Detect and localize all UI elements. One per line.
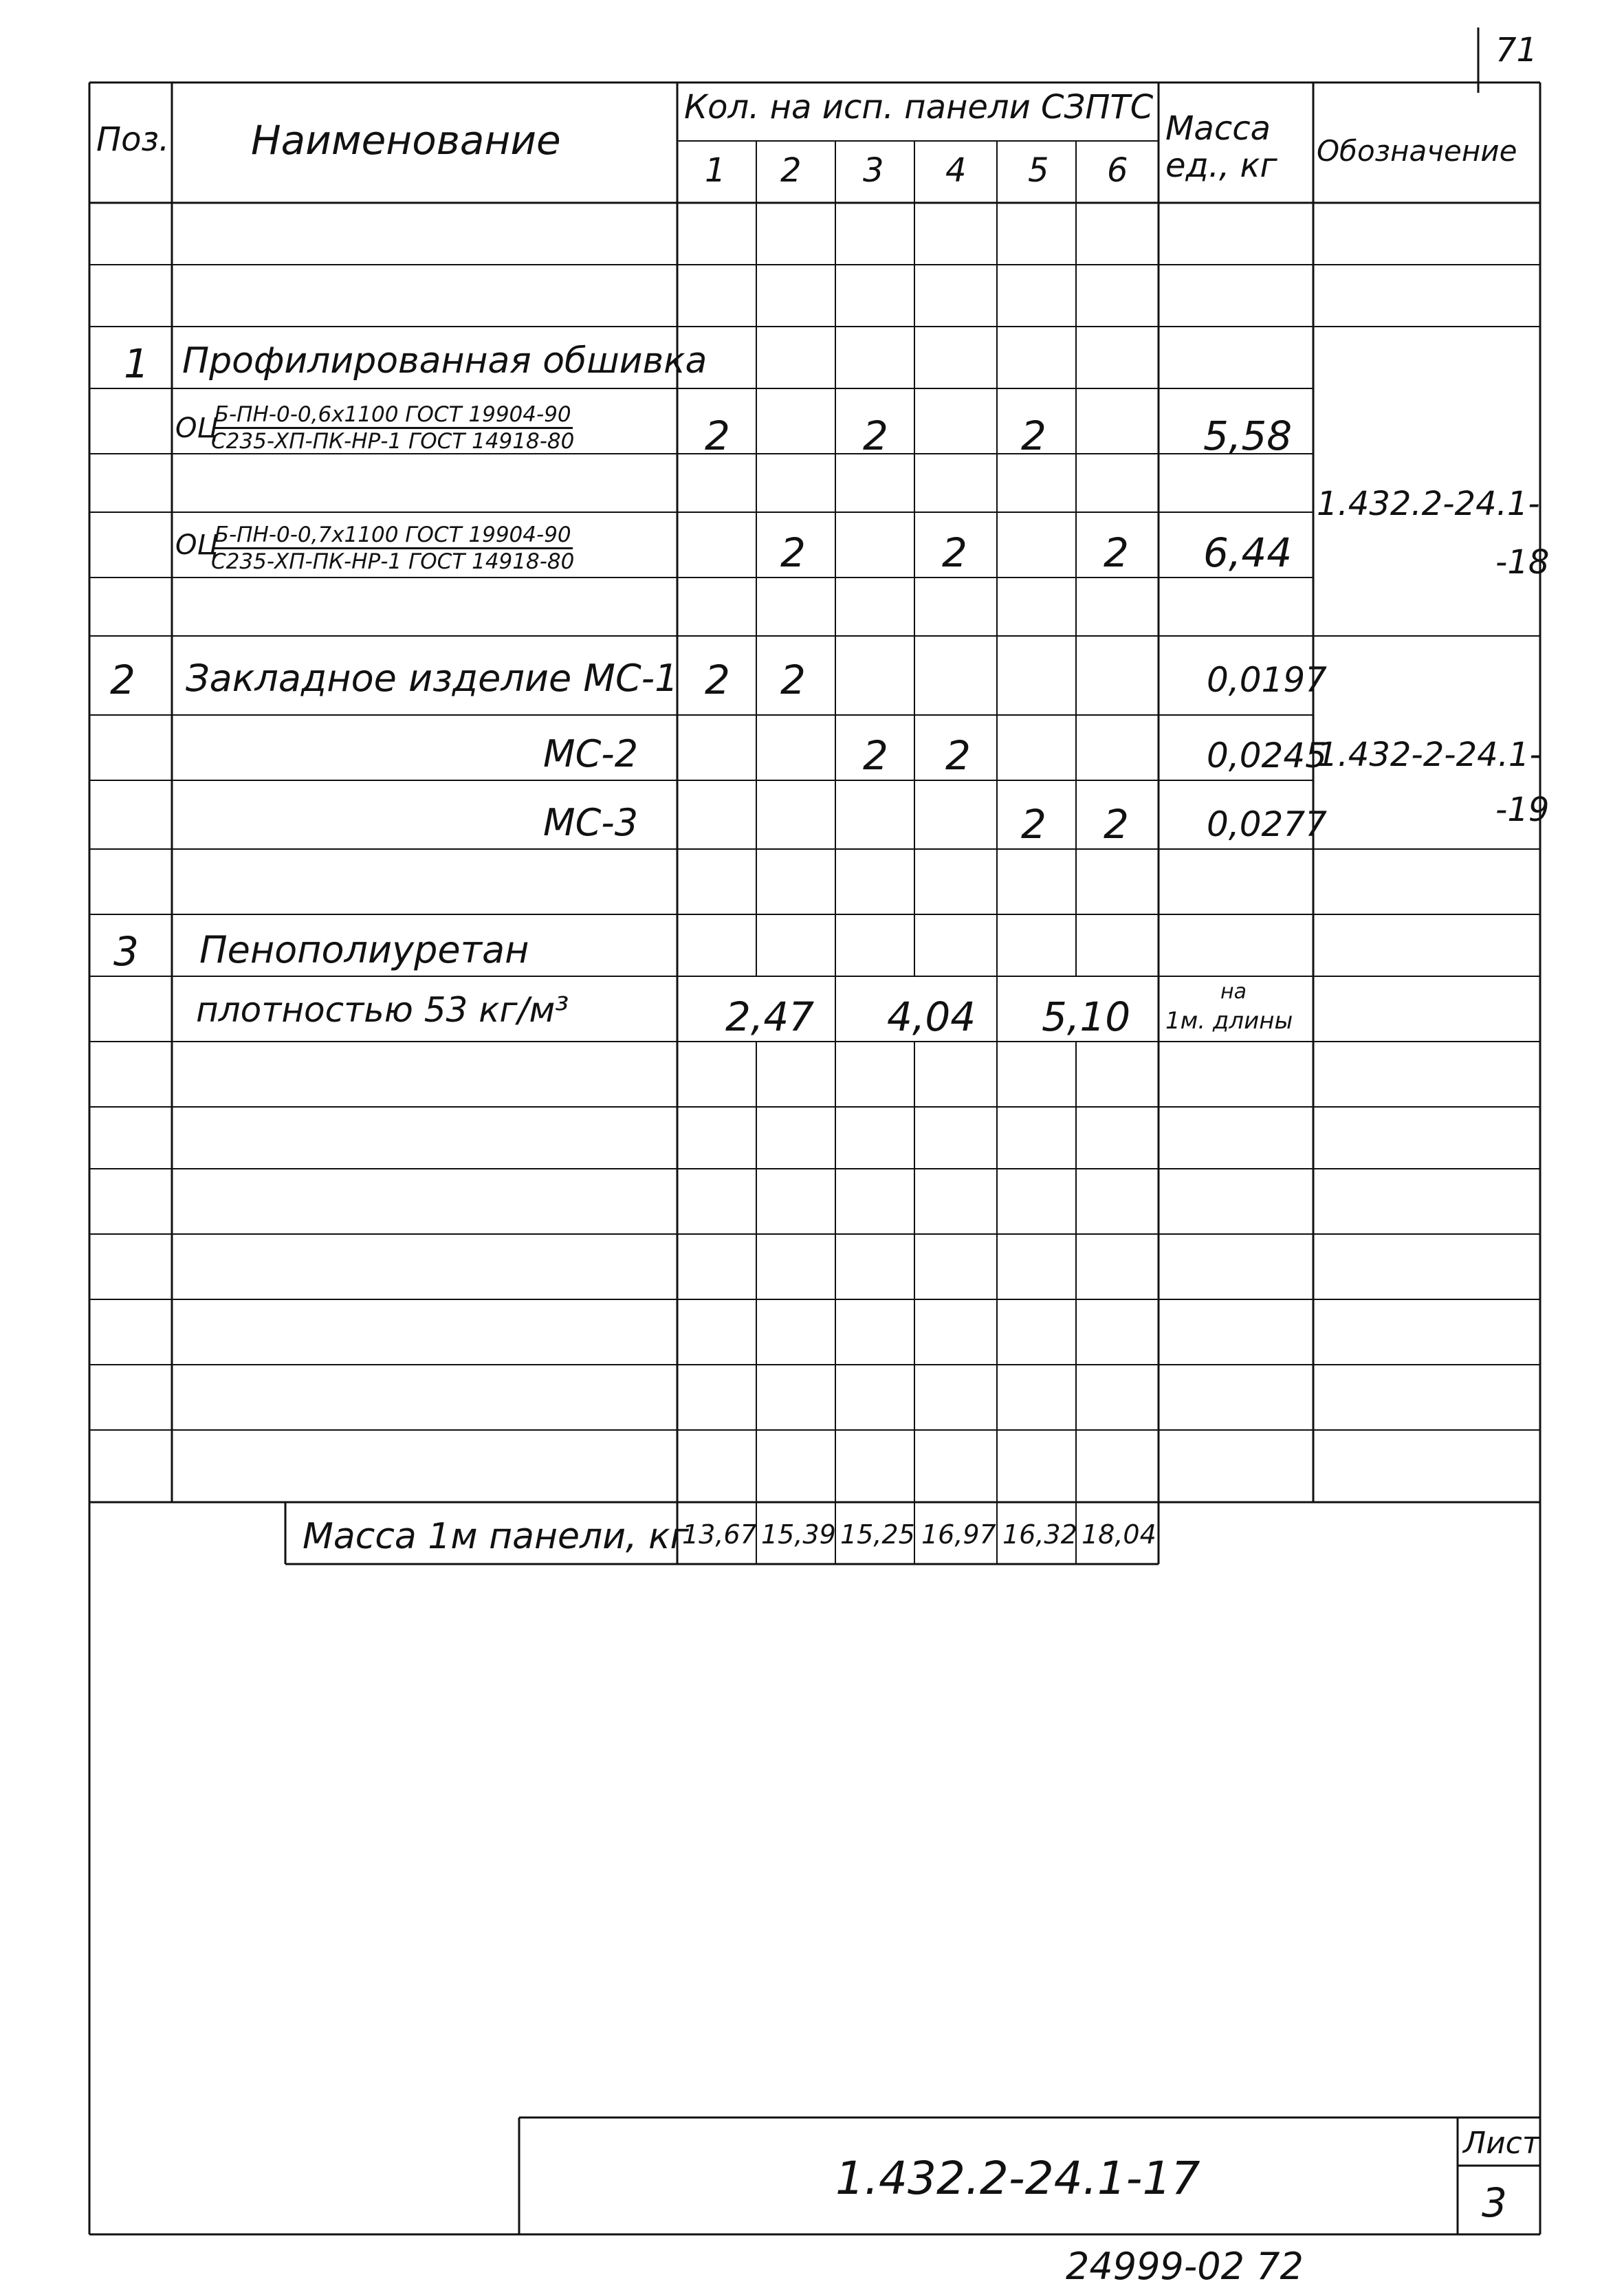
row1b-fraction bbox=[210, 522, 575, 574]
header-qty-group: Кол. на исп. панели СЗПТС bbox=[684, 88, 1154, 126]
row1a-numerator: Б-ПН-0-0,6х1100 ГОСТ 19904-90 bbox=[213, 402, 573, 429]
archive-stamp-code: 24999-02 72 bbox=[1066, 2245, 1304, 2288]
row1a-fraction bbox=[210, 402, 575, 454]
row3-qty-1-2: 2,47 bbox=[725, 993, 815, 1040]
header-qty-col-4: 4 bbox=[945, 151, 967, 190]
sheet-label: Лист bbox=[1463, 2126, 1540, 2161]
row2c-name: МС-3 bbox=[543, 801, 639, 844]
row3-qty-5-6: 5,10 bbox=[1042, 993, 1131, 1040]
row1b-qty-2: 2 bbox=[780, 529, 806, 576]
header-qty-col-6: 6 bbox=[1107, 151, 1128, 190]
row3-pos: 3 bbox=[113, 928, 139, 975]
sheet-number: 3 bbox=[1482, 2179, 1507, 2226]
header-pos: Поз. bbox=[96, 120, 170, 159]
row3-name: Пенополиуретан bbox=[199, 928, 529, 971]
row1-pos: 1 bbox=[124, 340, 149, 387]
row2c-mass: 0,0277 bbox=[1207, 804, 1327, 844]
row1a-prefix: ОЦ bbox=[175, 412, 219, 444]
row2-designation-line1: 1.432-2-24.1- bbox=[1317, 736, 1541, 774]
row2b-qty-3: 2 bbox=[863, 732, 888, 779]
doc-designation: 1.432.2-24.1-17 bbox=[835, 2152, 1200, 2205]
total-value-3: 15,25 bbox=[840, 1519, 915, 1550]
row1b-mass: 6,44 bbox=[1203, 529, 1293, 576]
row1b-prefix: ОЦ bbox=[175, 529, 219, 561]
row2a-name: Закладное изделие МС-1 bbox=[186, 657, 679, 700]
row3-qty-3-4: 4,04 bbox=[887, 993, 976, 1040]
row2-designation-line2: -19 bbox=[1495, 791, 1550, 829]
total-value-4: 16,97 bbox=[921, 1519, 996, 1550]
row1a-denominator: С235-ХП-ПК-НР-1 ГОСТ 14918-80 bbox=[211, 429, 575, 454]
row3-mass-top: на bbox=[1220, 980, 1247, 1004]
header-qty-col-2: 2 bbox=[780, 151, 802, 190]
row1a-qty-1: 2 bbox=[705, 412, 730, 459]
row2a-mass: 0,0197 bbox=[1207, 660, 1327, 700]
row2b-qty-4: 2 bbox=[945, 732, 971, 779]
row1b-denominator: С235-ХП-ПК-НР-1 ГОСТ 14918-80 bbox=[211, 549, 575, 574]
total-value-2: 15,39 bbox=[761, 1519, 836, 1550]
row1a-qty-3: 2 bbox=[863, 412, 888, 459]
row2a-qty-1: 2 bbox=[705, 657, 730, 703]
header-mass: Масса ед., кг bbox=[1165, 109, 1277, 185]
row3-name-line2: плотностью 53 кг/м³ bbox=[196, 990, 569, 1030]
total-value-6: 18,04 bbox=[1082, 1519, 1156, 1550]
row1b-numerator: Б-ПН-0-0,7х1100 ГОСТ 19904-90 bbox=[213, 522, 573, 549]
header-designation: Обозначение bbox=[1317, 134, 1517, 168]
row1b-qty-6: 2 bbox=[1104, 529, 1129, 576]
row1-designation-line2: -18 bbox=[1495, 543, 1550, 582]
header-qty-col-1: 1 bbox=[705, 151, 726, 190]
row1-name: Профилированная обшивка bbox=[182, 340, 707, 382]
row2b-mass: 0,0245 bbox=[1207, 736, 1327, 776]
header-qty-col-3: 3 bbox=[863, 151, 884, 190]
row2a-qty-2: 2 bbox=[780, 657, 806, 703]
total-value-1: 13,67 bbox=[682, 1519, 757, 1550]
row2b-name: МС-2 bbox=[543, 732, 639, 776]
header-qty-col-5: 5 bbox=[1028, 151, 1049, 190]
row1-designation-line1: 1.432.2-24.1- bbox=[1317, 485, 1540, 523]
row1a-qty-5: 2 bbox=[1021, 412, 1046, 459]
total-label: Масса 1м панели, кг bbox=[303, 1516, 689, 1557]
row1b-qty-4: 2 bbox=[942, 529, 967, 576]
row2c-qty-5: 2 bbox=[1021, 801, 1046, 848]
row2-pos: 2 bbox=[110, 657, 135, 703]
row2c-qty-6: 2 bbox=[1104, 801, 1129, 848]
total-value-5: 16,32 bbox=[1002, 1519, 1077, 1550]
header-name: Наименование bbox=[251, 117, 561, 164]
row3-mass-bottom: 1м. длины bbox=[1165, 1007, 1293, 1035]
row1a-mass: 5,58 bbox=[1203, 412, 1293, 459]
page-corner-number: 71 bbox=[1495, 31, 1538, 69]
